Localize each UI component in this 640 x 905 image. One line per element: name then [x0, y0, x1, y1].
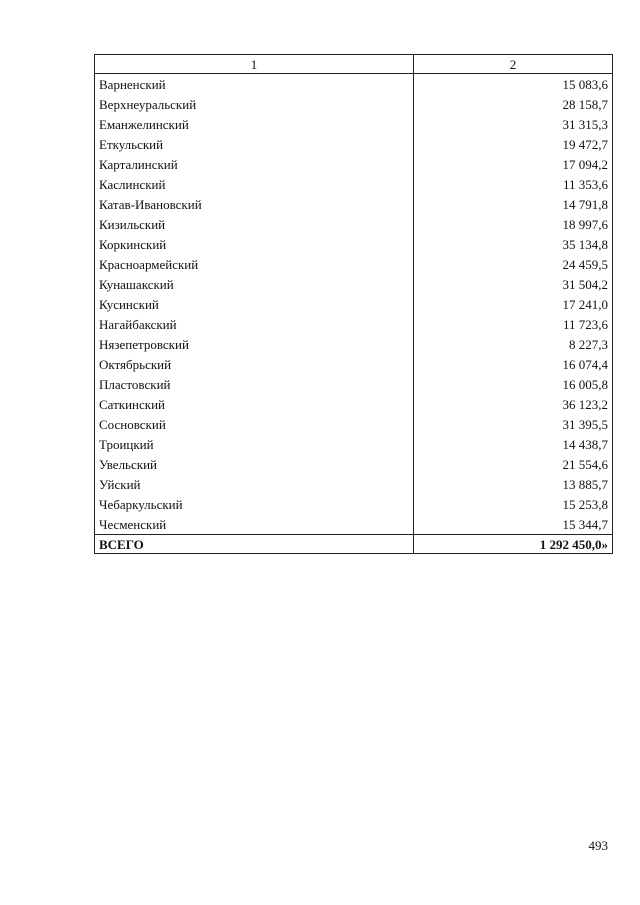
district-value: 14 791,8	[414, 194, 613, 214]
district-value: 21 554,6	[414, 454, 613, 474]
table-row	[95, 94, 613, 114]
district-value: 11 723,6	[414, 314, 613, 334]
district-name: Коркинский	[95, 234, 414, 254]
table-row	[95, 394, 613, 414]
district-name: Карталинский	[95, 154, 414, 174]
column-header-1: 1	[95, 55, 414, 74]
district-value: 14 438,7	[414, 434, 613, 454]
table-row	[95, 294, 613, 314]
table-row	[95, 434, 613, 454]
district-name: Еткульский	[95, 134, 414, 154]
table-row	[95, 234, 613, 254]
table-body	[95, 74, 613, 535]
district-value: 31 315,3	[414, 114, 613, 134]
total-value: 1 292 450,0»	[414, 535, 613, 554]
table-row	[95, 494, 613, 514]
table-row	[95, 514, 613, 535]
district-name: Пластовский	[95, 374, 414, 394]
district-name: Троицкий	[95, 434, 414, 454]
district-name: Уйский	[95, 474, 414, 494]
district-name: Сосновский	[95, 414, 414, 434]
district-name: Чебаркульский	[95, 494, 414, 514]
table-row	[95, 214, 613, 234]
table-row	[95, 274, 613, 294]
district-name: Красноармейский	[95, 254, 414, 274]
district-name: Нагайбакский	[95, 314, 414, 334]
table-row	[95, 414, 613, 434]
district-value: 16 005,8	[414, 374, 613, 394]
table-row	[95, 194, 613, 214]
table-row	[95, 314, 613, 334]
district-value: 15 083,6	[414, 74, 613, 95]
header-row	[95, 55, 613, 74]
district-name: Нязепетровский	[95, 334, 414, 354]
district-value: 16 074,4	[414, 354, 613, 374]
district-name: Верхнеуральский	[95, 94, 414, 114]
district-value: 13 885,7	[414, 474, 613, 494]
table-row	[95, 174, 613, 194]
district-name: Еманжелинский	[95, 114, 414, 134]
district-value: 28 158,7	[414, 94, 613, 114]
table-row	[95, 154, 613, 174]
district-name: Увельский	[95, 454, 414, 474]
table-row	[95, 74, 613, 95]
district-value: 17 241,0	[414, 294, 613, 314]
page-number: 493	[588, 838, 608, 853]
district-name: Катав-Ивановский	[95, 194, 414, 214]
district-name: Варненский	[95, 74, 414, 95]
district-value: 24 459,5	[414, 254, 613, 274]
district-name: Саткинский	[95, 394, 414, 414]
district-name: Кусинский	[95, 294, 414, 314]
table-row	[95, 114, 613, 134]
table-row	[95, 254, 613, 274]
district-value: 36 123,2	[414, 394, 613, 414]
district-value: 17 094,2	[414, 154, 613, 174]
table-row	[95, 374, 613, 394]
total-row	[95, 535, 613, 554]
district-value: 19 472,7	[414, 134, 613, 154]
district-name: Каслинский	[95, 174, 414, 194]
table-row	[95, 454, 613, 474]
table-row	[95, 334, 613, 354]
district-value: 11 353,6	[414, 174, 613, 194]
district-value: 18 997,6	[414, 214, 613, 234]
district-name: Кунашакский	[95, 274, 414, 294]
district-name: Октябрьский	[95, 354, 414, 374]
district-name: Кизильский	[95, 214, 414, 234]
district-value: 15 344,7	[414, 514, 613, 535]
total-label: ВСЕГО	[95, 535, 414, 554]
district-value: 8 227,3	[414, 334, 613, 354]
data-table	[94, 54, 613, 554]
district-value: 35 134,8	[414, 234, 613, 254]
column-header-2: 2	[414, 55, 613, 74]
district-value: 31 395,5	[414, 414, 613, 434]
table-row	[95, 134, 613, 154]
district-name: Чесменский	[95, 514, 414, 535]
table-row	[95, 474, 613, 494]
district-value: 15 253,8	[414, 494, 613, 514]
table-row	[95, 354, 613, 374]
district-value: 31 504,2	[414, 274, 613, 294]
